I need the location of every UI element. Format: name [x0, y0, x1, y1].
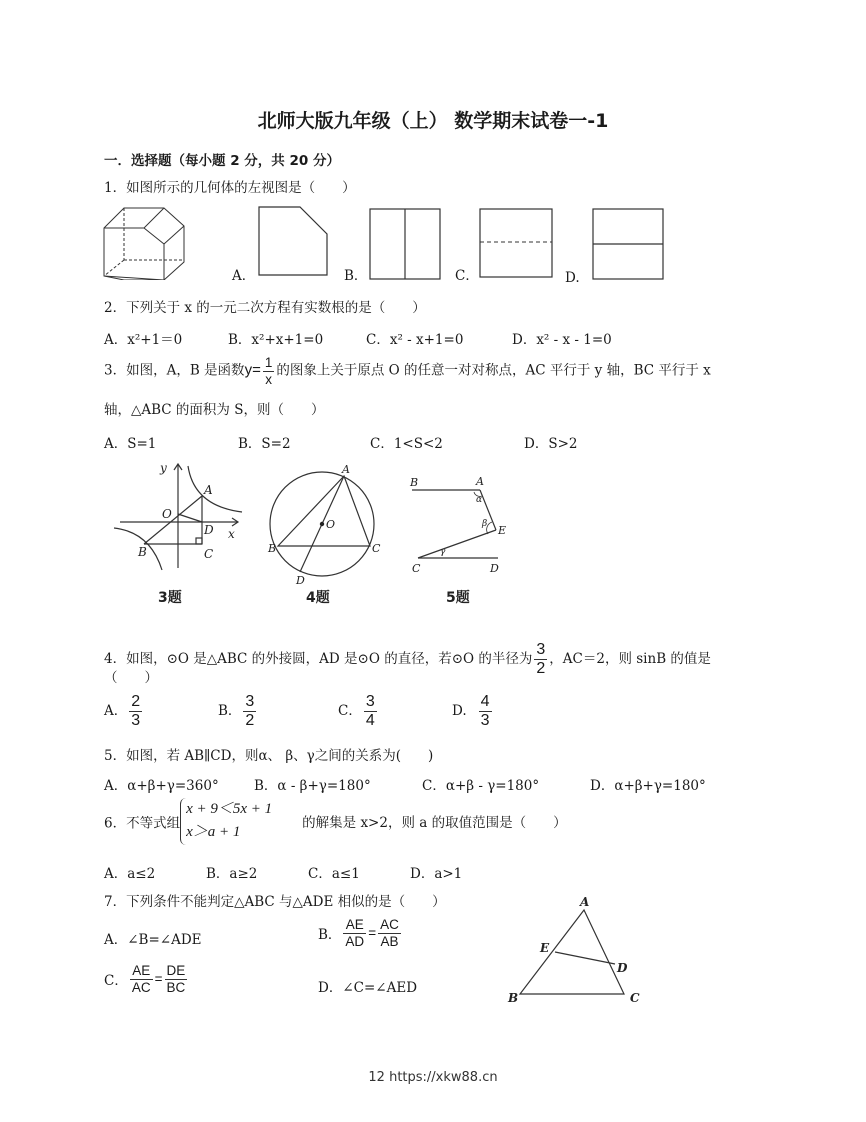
q1-stem: 1．如图所示的几何体的左视图是（ ）: [104, 180, 356, 196]
f5-label-b: B: [410, 476, 419, 489]
q5-option-c: C．α+β - γ=180°: [422, 778, 540, 794]
f5-label-c: C: [412, 562, 421, 575]
q2-stem: 2．下列关于 x 的一元二次方程有实数根的是（ ）: [104, 300, 426, 316]
figure-5: [404, 474, 514, 608]
q5-stem: 5．如图，若 AB∥CD，则α、 β、γ之间的关系为( ): [104, 748, 434, 764]
f7-label-d: D: [617, 961, 628, 975]
f5-label-beta: β: [482, 519, 488, 529]
figure-3-caption: 3题: [158, 590, 182, 606]
figure-5-caption: 5题: [446, 590, 470, 606]
f3-label-a: A: [204, 483, 213, 497]
q2-option-d: D．x² - x - 1=0: [512, 332, 612, 348]
q1-option-a-label: A．: [232, 268, 256, 284]
q1-option-d-label: D.: [565, 270, 580, 286]
q6-stem: 6．不等式组 x + 9＜5x + 1 x＞a + 1 的解集是 x>2，则 a 的取值范围是（ ）: [104, 798, 567, 845]
q2-option-a: A．x²+1＝0: [104, 332, 183, 348]
q1-option-c-label: C．: [455, 268, 479, 284]
q7-option-b: B． $\frac{AE}{AD}$ = $\frac{AC}{AB}$: [318, 917, 399, 949]
page-title: 北师大版九年级（上） 数学期末试卷一-1: [257, 110, 609, 132]
q4-option-d: D. $\frac{4}{3}$: [452, 693, 490, 729]
q3-stem-line2: 轴，△ABC 的面积为 S，则（ ）: [104, 402, 325, 418]
f4-label-c: C: [372, 542, 381, 555]
q3-option-b: B．S=2: [238, 436, 291, 452]
f5-label-alpha: α: [476, 495, 483, 505]
q5-option-d: D．α+β+γ=180°: [590, 778, 706, 794]
f7-label-b: B: [508, 991, 519, 1005]
f7-label-a: A: [580, 896, 590, 909]
f7-label-c: C: [630, 991, 640, 1005]
q7-option-d: D．∠C=∠AED: [318, 980, 418, 996]
q4-option-a: A． $\frac{2}{3}$: [104, 693, 141, 729]
section-heading: 一．选择题（每小题 2 分，共 20 分）: [104, 153, 340, 169]
f3-label-y: y: [160, 461, 167, 475]
q7-stem: 7．下列条件不能判定△ABC 与△ADE 相似的是（ ）: [104, 894, 446, 910]
f5-label-d: D: [490, 562, 499, 575]
figure-4-caption: 4题: [306, 590, 330, 606]
q2-option-c: C．x² - x+1=0: [366, 332, 464, 348]
f3-label-o: O: [162, 507, 172, 521]
f3-label-d: D: [204, 523, 214, 537]
f3-label-b: B: [138, 545, 147, 559]
f5-label-a: A: [476, 475, 484, 488]
f5-label-e: E: [498, 524, 507, 537]
q6-option-c: C．a≤1: [308, 866, 360, 882]
f4-label-a: A: [342, 463, 350, 476]
f4-label-o: O: [326, 518, 336, 531]
q1-solid-figure: [100, 204, 190, 280]
f4-label-d: D: [296, 574, 305, 587]
q6-option-b: B．a≥2: [206, 866, 258, 882]
q1-option-c-figure: [479, 208, 553, 278]
q1-option-a-figure: [258, 206, 328, 276]
q4-stem-line2: （ ）: [104, 670, 158, 686]
q7-option-c: C． $\frac{AE}{AC}$ = $\frac{DE}{BC}$: [104, 963, 186, 995]
q1-option-b-figure: [369, 208, 441, 280]
q3-stem-line1: 3．如图，A，B 是函数y= $\frac{1}{x}$ 的图象上关于原点 O 的任意一对对称点，AC 平行于 y 轴，BC 平行于 x: [104, 355, 711, 387]
figure-3: [110, 458, 250, 608]
q4-stem-line1: 4．如图，⊙O 是△ABC 的外接圆，AD 是⊙O 的直径，若⊙O 的半径为 $\frac{3}{2}$ ，AC＝2，则 sinB 的值是: [104, 641, 711, 677]
q4-option-c: C． $\frac{3}{4}$: [338, 693, 375, 729]
q6-inequality-system: x + 9＜5x + 1 x＞a + 1: [180, 798, 272, 845]
f3-label-x: x: [228, 527, 235, 541]
q6-option-d: D．a>1: [410, 866, 463, 882]
q5-option-b: B．α - β+γ=180°: [254, 778, 371, 794]
figure-7: [500, 896, 650, 1008]
q7-option-a: A．∠B=∠ADE: [104, 932, 202, 948]
q3-option-c: C．1<S<2: [370, 436, 443, 452]
figure-4: [264, 462, 384, 608]
q4-option-b: B． $\frac{3}{2}$: [218, 693, 255, 729]
f3-label-c: C: [204, 547, 214, 561]
f4-label-b: B: [268, 542, 277, 555]
q1-option-b-label: B．: [344, 268, 368, 284]
q1-option-d-figure: [592, 208, 664, 280]
f5-label-gamma: γ: [440, 547, 446, 557]
f7-label-e: E: [540, 941, 550, 955]
q2-option-b: B．x²+x+1=0: [228, 332, 324, 348]
q3-option-a: A．S=1: [104, 436, 157, 452]
q3-option-d: D．S>2: [524, 436, 578, 452]
q6-option-a: A．a≤2: [104, 866, 156, 882]
q5-option-a: A．α+β+γ=360°: [104, 778, 219, 794]
page-footer: 12 https://xkw88.cn: [368, 1070, 498, 1085]
